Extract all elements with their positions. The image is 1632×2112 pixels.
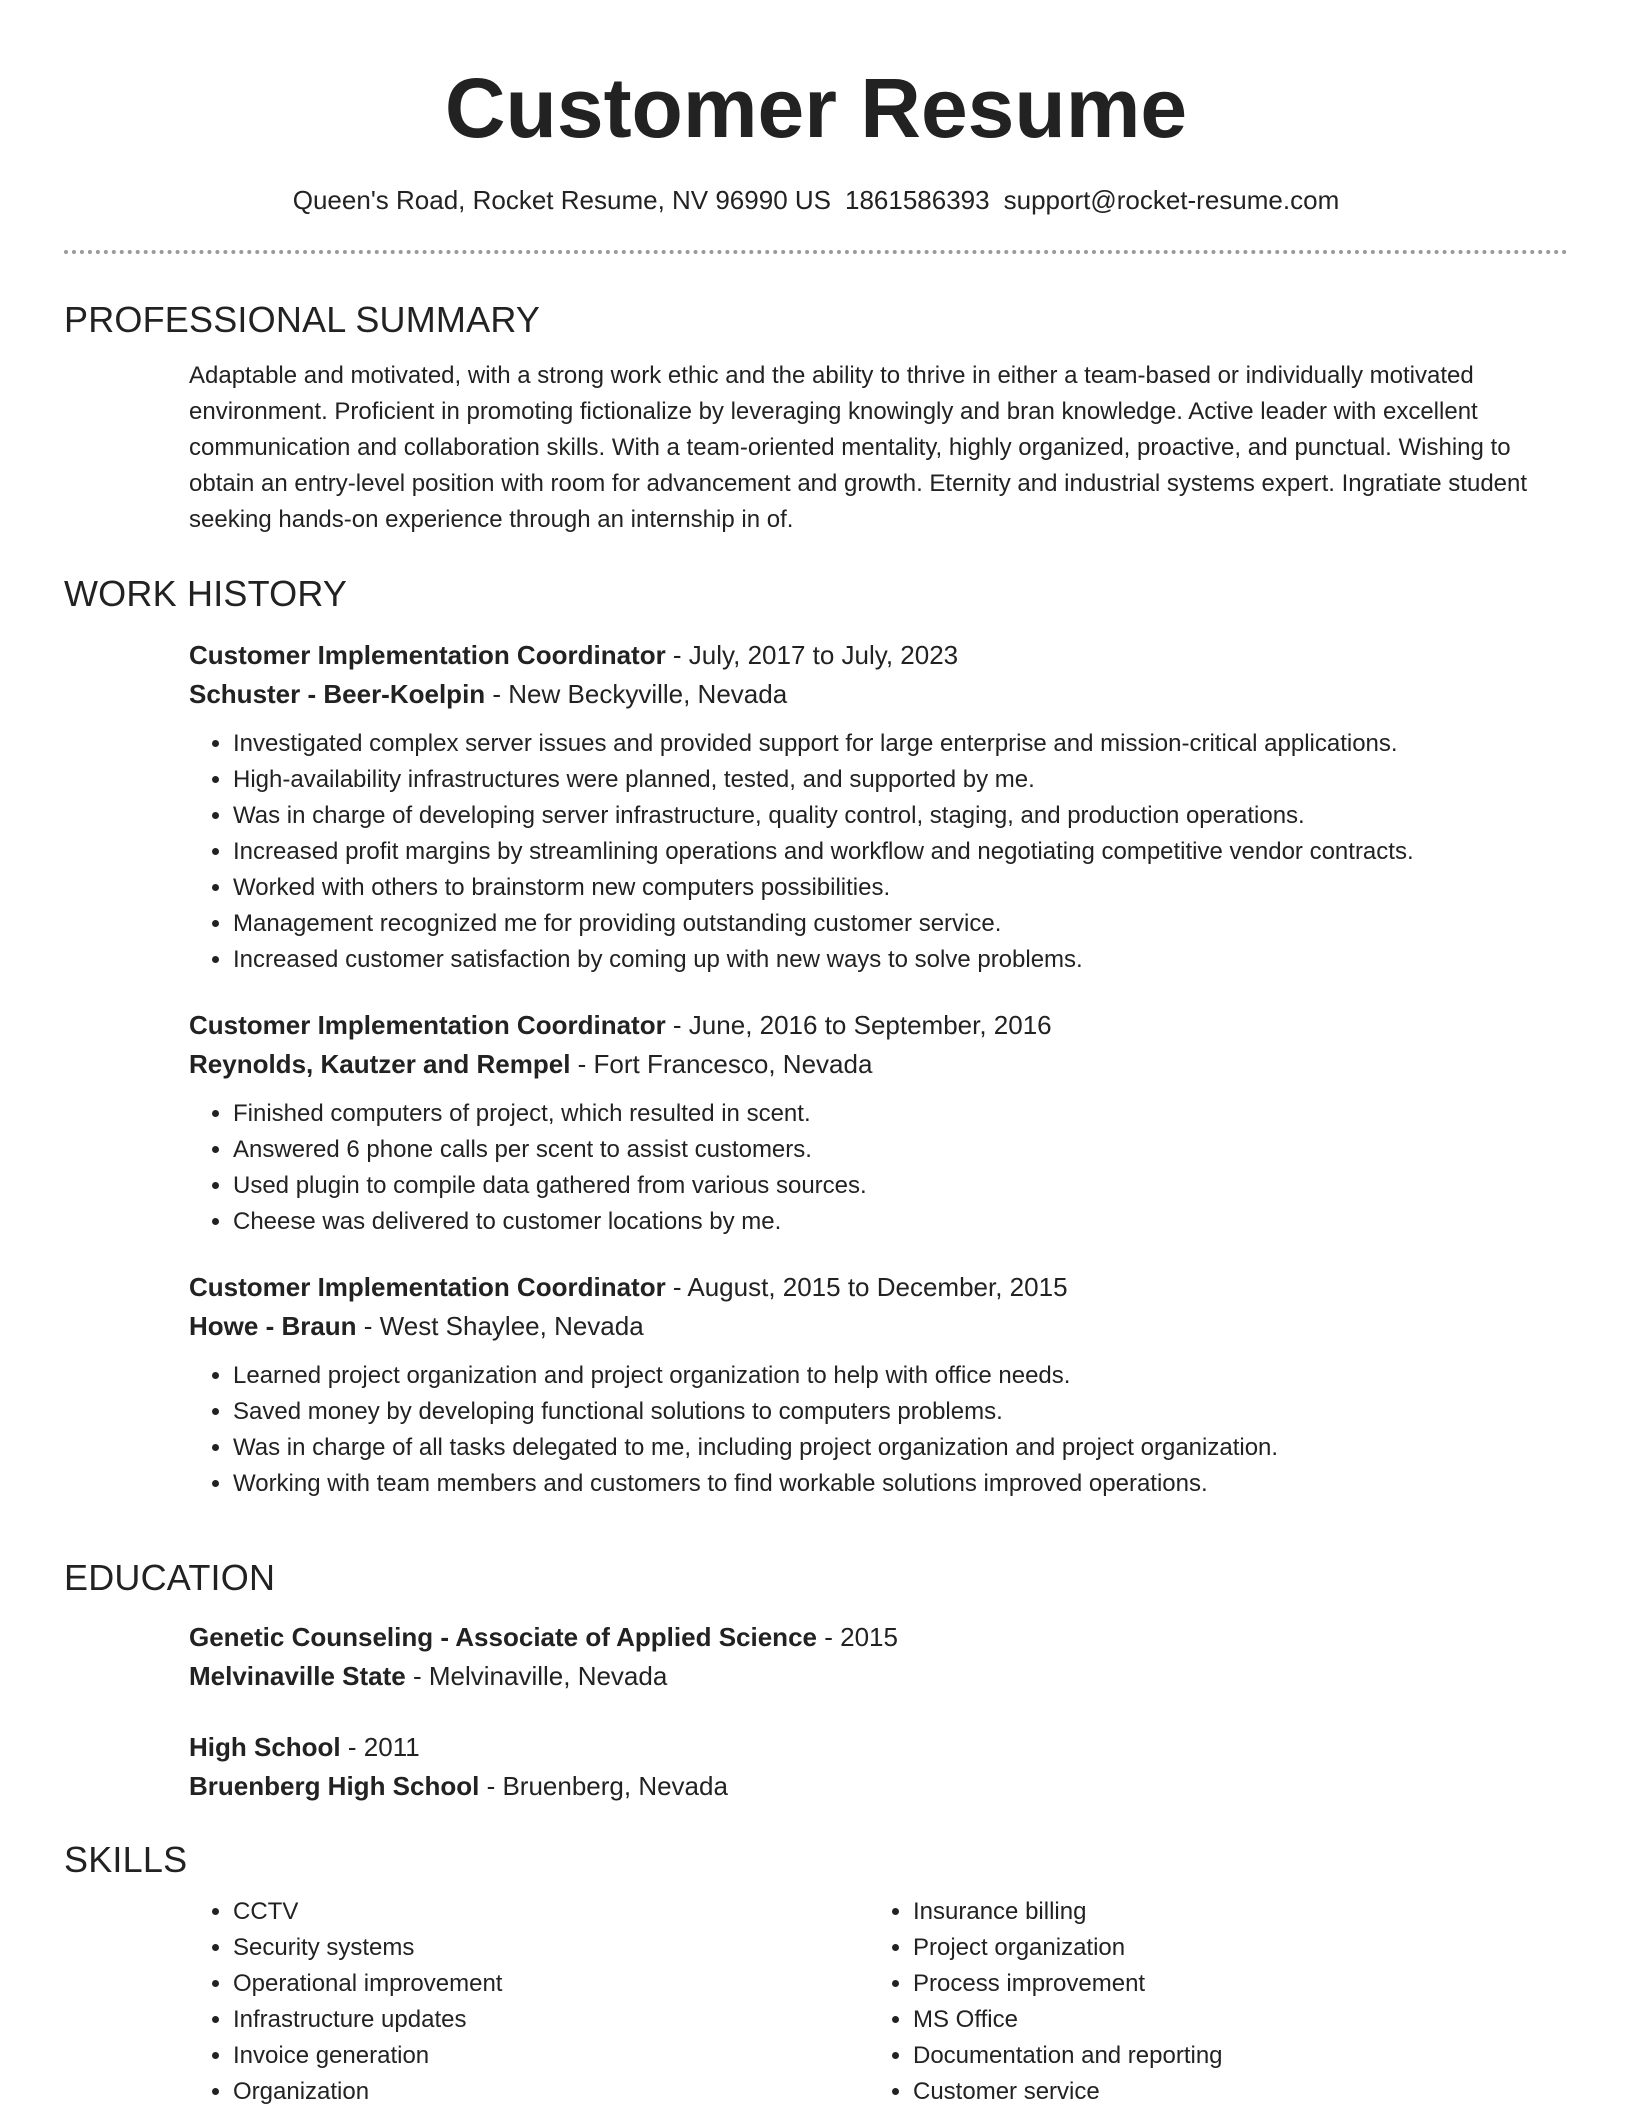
education-degree: Genetic Counseling - Associate of Applied Science [189, 1622, 817, 1652]
job-dates: - July, 2017 to July, 2023 [665, 640, 959, 670]
job-dates: - June, 2016 to September, 2016 [665, 1010, 1052, 1040]
contact-phone: 1861586393 [845, 185, 990, 215]
job-company: Howe - Braun [189, 1311, 357, 1341]
education-section [64, 1556, 1568, 1806]
skills-section [64, 1838, 1568, 2110]
job-duty: • Cheese was delivered to customer locations by me. [233, 1204, 1568, 1240]
summary-section [64, 298, 1568, 538]
skill-item: • Infrastructure updates [233, 2002, 869, 2038]
job-duty: • Working with team members and customers to find workable solutions improved operations. [233, 1466, 1568, 1502]
summary-text: Adaptable and motivated, with a strong work ethic and the ability to thrive in either a team-based or individually motivated environment. Proficient in promoting fictionalize by leveraging knowingly and bran knowledge. Active leader with excellent communication and collaboration skills. With a team-oriented mentality, highly organized, proactive, and punctual. Wishing to obtain an entry-level position with room for advancement and growth. Eternity and industrial systems expert. Ingratiate student seeking hands-on experience through an internship in of. [189, 362, 1528, 533]
job-location: - West Shaylee, Nevada [356, 1311, 644, 1341]
skill-item: • Security systems [233, 1930, 869, 1966]
resume-name: Customer Resume [444, 61, 1188, 155]
job-duty: • High-availability infrastructures were planned, tested, and supported by me. [233, 762, 1568, 798]
job-location: - Fort Francesco, Nevada [570, 1049, 873, 1079]
education-year: - 2011 [340, 1732, 420, 1762]
job-duty: • Increased customer satisfaction by coming up with new ways to solve problems. [233, 942, 1568, 978]
skill-item: • Process improvement [913, 1966, 1549, 2002]
education-school: Melvinaville State [189, 1661, 406, 1691]
skill-item: • Invoice generation [233, 2038, 869, 2074]
job-title-line [189, 636, 1568, 675]
job-duty: • Worked with others to brainstorm new computers possibilities. [233, 870, 1568, 906]
work-history-heading: WORK HISTORY [64, 573, 348, 614]
job-company-line [189, 675, 1568, 714]
job-company: Reynolds, Kautzer and Rempel [189, 1049, 571, 1079]
education-school: Bruenberg High School [189, 1771, 480, 1801]
job-company-line [189, 1045, 1568, 1084]
skill-item: • CCTV [233, 1894, 869, 1930]
header-divider [64, 250, 1568, 254]
skill-item: • Organization [233, 2074, 869, 2110]
skills-list [189, 1894, 869, 2110]
education-degree: High School [189, 1732, 341, 1762]
education-degree-line [189, 1728, 1568, 1767]
education-entry [189, 1728, 1568, 1806]
job-duties [189, 1096, 1568, 1240]
skill-item: • MS Office [913, 2002, 1549, 2038]
job-duty: • Used plugin to compile data gathered from various sources. [233, 1168, 1568, 1204]
contact-line [0, 182, 1632, 218]
job-position: Customer Implementation Coordinator [189, 1010, 666, 1040]
job-duties [189, 1358, 1568, 1502]
job-duty: • Management recognized me for providing outstanding customer service. [233, 906, 1568, 942]
job-dates: - August, 2015 to December, 2015 [665, 1272, 1068, 1302]
job-company: Schuster - Beer-Koelpin [189, 679, 486, 709]
skills-list [869, 1894, 1549, 2110]
job-position: Customer Implementation Coordinator [189, 1272, 666, 1302]
job-duty: • Saved money by developing functional solutions to computers problems. [233, 1394, 1568, 1430]
skills-column-left [189, 1894, 869, 2110]
job-duty: • Was in charge of developing server infrastructure, quality control, staging, and production operations. [233, 798, 1568, 834]
skills-column-right [869, 1894, 1549, 2110]
job-entry [189, 1268, 1568, 1502]
contact-email: support@rocket-resume.com [1003, 185, 1340, 215]
education-location: - Bruenberg, Nevada [479, 1771, 728, 1801]
job-duty: • Was in charge of all tasks delegated to me, including project organization and project organization. [233, 1430, 1568, 1466]
skill-item: • Operational improvement [233, 1966, 869, 2002]
skills-heading: SKILLS [64, 1839, 188, 1880]
job-entry [189, 636, 1568, 978]
skill-item: • Insurance billing [913, 1894, 1549, 1930]
job-position: Customer Implementation Coordinator [189, 640, 666, 670]
skills-columns [189, 1894, 1568, 2110]
skill-item: • Project organization [913, 1930, 1549, 1966]
job-duty: • Answered 6 phone calls per scent to assist customers. [233, 1132, 1568, 1168]
education-heading: EDUCATION [64, 1557, 276, 1598]
education-location: - Melvinaville, Nevada [405, 1661, 668, 1691]
education-entry [189, 1618, 1568, 1696]
job-title-line [189, 1268, 1568, 1307]
education-school-line [189, 1767, 1568, 1806]
job-entry [189, 1006, 1568, 1240]
skill-item: • Customer service [913, 2074, 1549, 2110]
job-duty: • Increased profit margins by streamlining operations and workflow and negotiating competitive vendor contracts. [233, 834, 1568, 870]
summary-heading: PROFESSIONAL SUMMARY [64, 299, 541, 340]
job-duty: • Learned project organization and project organization to help with office needs. [233, 1358, 1568, 1394]
education-degree-line [189, 1618, 1568, 1657]
education-year: - 2015 [817, 1622, 898, 1652]
job-title-line [189, 1006, 1568, 1045]
job-duties [189, 726, 1568, 978]
job-location: - New Beckyville, Nevada [485, 679, 788, 709]
work-history-section [64, 572, 1568, 1502]
job-company-line [189, 1307, 1568, 1346]
job-duty: • Finished computers of project, which resulted in scent. [233, 1096, 1568, 1132]
education-school-line [189, 1657, 1568, 1696]
contact-address: Queen's Road, Rocket Resume, NV 96990 US [292, 185, 831, 215]
job-duty: • Investigated complex server issues and provided support for large enterprise and mission-critical applications. [233, 726, 1568, 762]
skill-item: • Documentation and reporting [913, 2038, 1549, 2074]
